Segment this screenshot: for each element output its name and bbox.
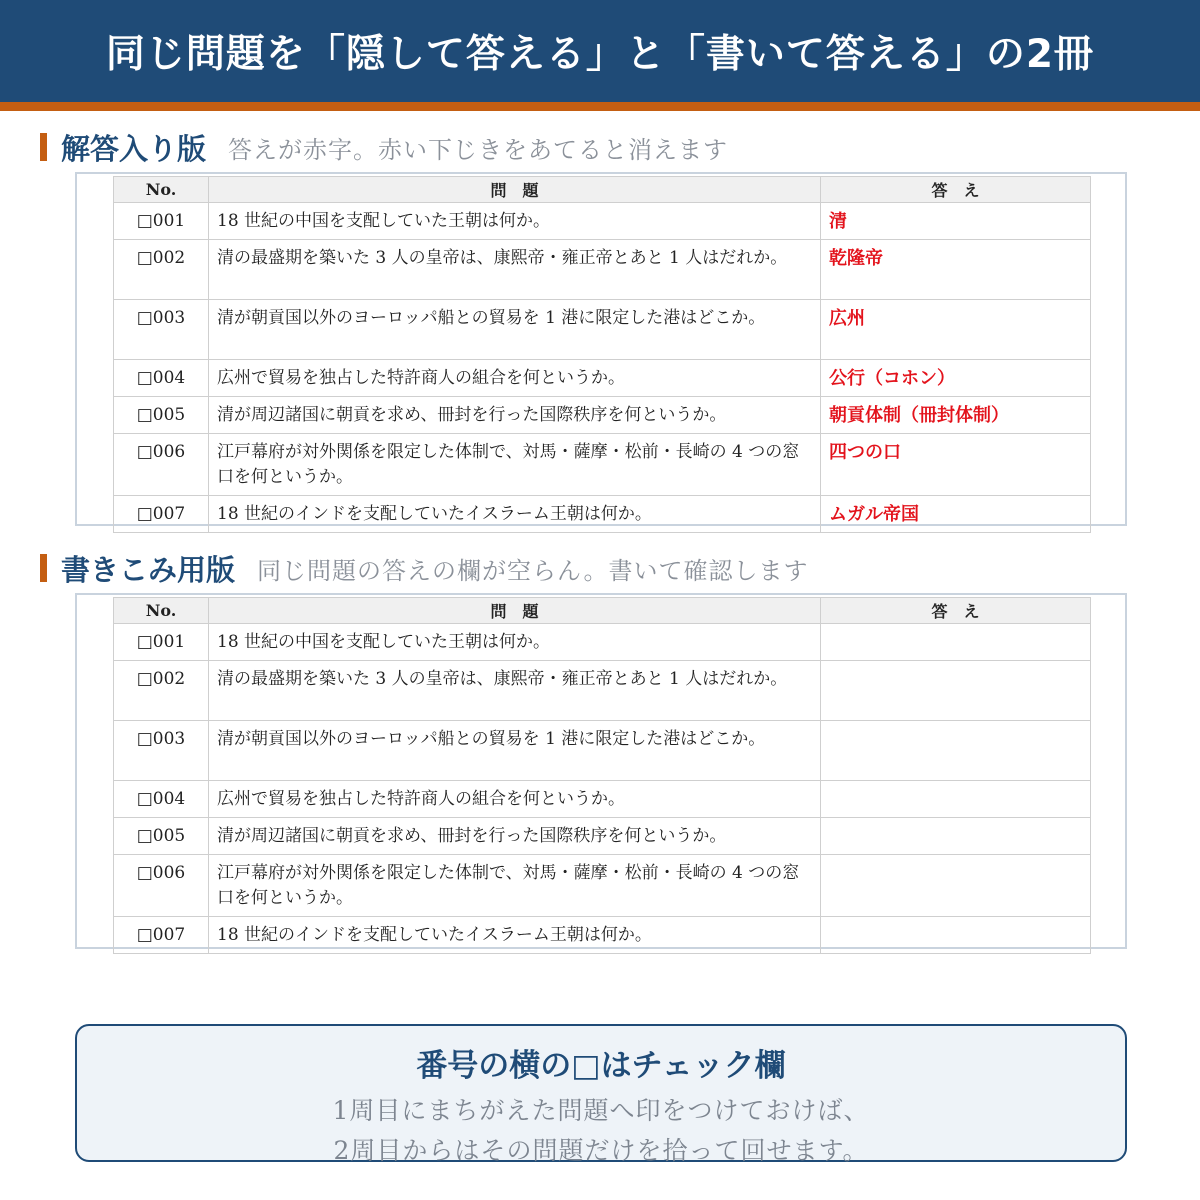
answer-blank-cell[interactable] [821, 781, 1091, 818]
answer-blank-cell[interactable] [821, 855, 1091, 917]
question-number-checkbox[interactable]: □007 [114, 917, 209, 954]
answer-text: 四つの口 [821, 434, 1091, 496]
note-line-1: 1周目にまちがえた問題へ印をつけておけば、 [332, 1096, 870, 1125]
question-text: 清が周辺諸国に朝貢を求め、冊封を行った国際秩序を何というか。 [209, 397, 821, 434]
blank-section-heading [40, 551, 808, 585]
question-text: 清の最盛期を築いた 3 人の皇帝は、康熙帝・雍正帝とあと 1 人はだれか。 [209, 240, 821, 300]
table-row [114, 203, 1091, 240]
question-text: 清が朝貢国以外のヨーロッパ船との貿易を 1 港に限定した港はどこか。 [209, 300, 821, 360]
section-accent-bar [40, 133, 47, 161]
answer-blank-cell[interactable] [821, 661, 1091, 721]
table-row [114, 661, 1091, 721]
table-row [114, 496, 1091, 533]
blank-section-subtitle: 同じ問題の答えの欄が空らん。書いて確認します [257, 556, 809, 585]
table-row [114, 397, 1091, 434]
question-number-checkbox[interactable]: □001 [114, 203, 209, 240]
blank-table [113, 597, 1091, 954]
header-no: No. [114, 598, 209, 624]
answer-text: 広州 [821, 300, 1091, 360]
question-text: 18 世紀のインドを支配していたイスラーム王朝は何か。 [209, 917, 821, 954]
question-text: 18 世紀の中国を支配していた王朝は何か。 [209, 203, 821, 240]
answer-blank-cell[interactable] [821, 818, 1091, 855]
table-row [114, 855, 1091, 917]
banner-title: 同じ問題を「隠して答える」と「書いて答える」の2冊 [105, 32, 1095, 77]
answer-section-heading [40, 130, 728, 164]
table-row [114, 240, 1091, 300]
note-title: 番号の横の□はチェック欄 [416, 1048, 786, 1084]
question-number-checkbox[interactable]: □002 [114, 240, 209, 300]
table-row [114, 624, 1091, 661]
table-row [114, 781, 1091, 818]
checkbox-note-box [75, 1024, 1127, 1165]
header-no: No. [114, 177, 209, 203]
answer-table [113, 176, 1091, 533]
question-number-checkbox[interactable]: □007 [114, 496, 209, 533]
table-row [114, 917, 1091, 954]
header-question: 問 題 [209, 177, 821, 203]
question-text: 18 世紀の中国を支配していた王朝は何か。 [209, 624, 821, 661]
answer-text: 清 [821, 203, 1091, 240]
question-number-checkbox[interactable]: □001 [114, 624, 209, 661]
header-answer: 答 え [821, 598, 1091, 624]
table-row [114, 818, 1091, 855]
blank-section-title: 書きこみ用版 [61, 552, 236, 587]
table-row [114, 721, 1091, 781]
question-number-checkbox[interactable]: □003 [114, 300, 209, 360]
answer-section-subtitle: 答えが赤字。赤い下じきをあてると消えます [228, 135, 729, 164]
question-number-checkbox[interactable]: □004 [114, 360, 209, 397]
note-line-2: 2周目からはその問題だけを拾って回せます。 [333, 1136, 869, 1165]
table-row [114, 300, 1091, 360]
header-banner [0, 0, 1200, 111]
question-text: 清の最盛期を築いた 3 人の皇帝は、康熙帝・雍正帝とあと 1 人はだれか。 [209, 661, 821, 721]
header-question: 問 題 [209, 598, 821, 624]
question-number-checkbox[interactable]: □004 [114, 781, 209, 818]
header-answer: 答 え [821, 177, 1091, 203]
answer-text: 公行（コホン） [821, 360, 1091, 397]
question-text: 江戸幕府が対外関係を限定した体制で、対馬・薩摩・松前・長崎の 4 つの窓口を何というか。 [209, 855, 821, 917]
question-number-checkbox[interactable]: □005 [114, 397, 209, 434]
question-text: 清が朝貢国以外のヨーロッパ船との貿易を 1 港に限定した港はどこか。 [209, 721, 821, 781]
answer-text: 朝貢体制（冊封体制） [821, 397, 1091, 434]
question-number-checkbox[interactable]: □002 [114, 661, 209, 721]
blank-table-frame [75, 593, 1127, 949]
question-text: 広州で貿易を独占した特許商人の組合を何というか。 [209, 360, 821, 397]
answer-text: ムガル帝国 [821, 496, 1091, 533]
answer-blank-cell[interactable] [821, 917, 1091, 954]
question-number-checkbox[interactable]: □003 [114, 721, 209, 781]
answer-blank-cell[interactable] [821, 721, 1091, 781]
question-text: 18 世紀のインドを支配していたイスラーム王朝は何か。 [209, 496, 821, 533]
section-accent-bar [40, 554, 47, 582]
question-number-checkbox[interactable]: □006 [114, 434, 209, 496]
question-text: 江戸幕府が対外関係を限定した体制で、対馬・薩摩・松前・長崎の 4 つの窓口を何というか。 [209, 434, 821, 496]
answer-table-frame [75, 172, 1127, 526]
question-number-checkbox[interactable]: □005 [114, 818, 209, 855]
question-text: 広州で貿易を独占した特許商人の組合を何というか。 [209, 781, 821, 818]
table-row [114, 360, 1091, 397]
answer-text: 乾隆帝 [821, 240, 1091, 300]
question-text: 清が周辺諸国に朝貢を求め、冊封を行った国際秩序を何というか。 [209, 818, 821, 855]
question-number-checkbox[interactable]: □006 [114, 855, 209, 917]
answer-section-title: 解答入り版 [61, 131, 207, 166]
answer-blank-cell[interactable] [821, 624, 1091, 661]
table-row [114, 434, 1091, 496]
